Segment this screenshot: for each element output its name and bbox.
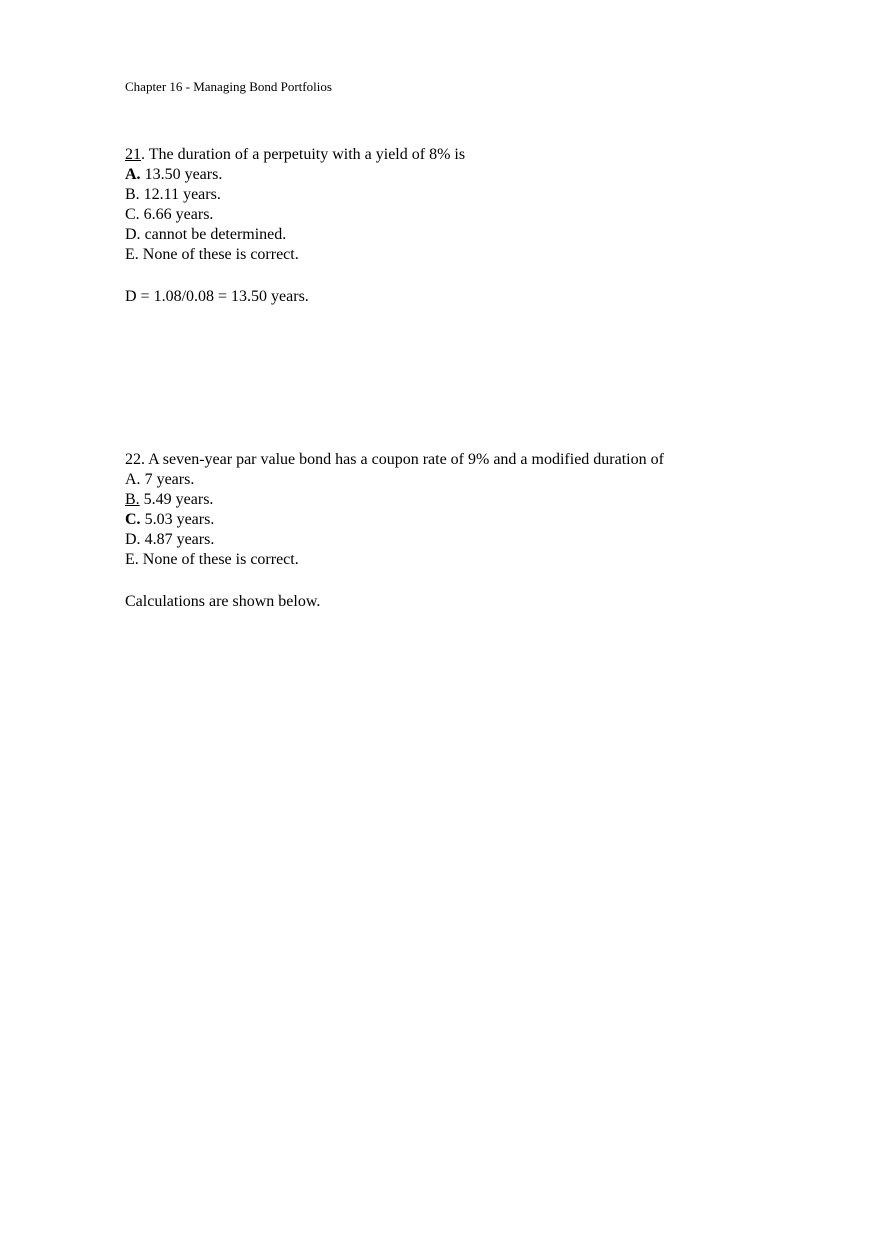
option-letter: C.: [125, 206, 140, 223]
option-letter: E.: [125, 246, 139, 263]
option-letter: A.: [125, 471, 141, 488]
question-number: 21: [125, 146, 141, 163]
option-text: 7 years.: [140, 471, 195, 488]
option-text: 12.11 years.: [139, 186, 221, 203]
question-stem: [125, 145, 465, 165]
question-number: 22: [125, 451, 141, 468]
option-letter: D.: [125, 531, 141, 548]
page-header: Chapter 16 - Managing Bond Portfolios: [125, 79, 332, 94]
option-c: [125, 510, 664, 530]
option-text: 5.03 years.: [140, 511, 215, 528]
explanation: D = 1.08/0.08 = 13.50 years.: [125, 288, 309, 305]
spacer: [125, 265, 465, 287]
option-e: [125, 550, 664, 570]
option-e: [125, 245, 465, 265]
option-letter: B.: [125, 491, 140, 508]
option-text: 13.50 years.: [140, 166, 223, 183]
option-text: None of these is correct.: [138, 246, 299, 263]
question-text: . The duration of a perpetuity with a yield of 8% is: [141, 146, 466, 163]
option-d: [125, 530, 664, 550]
question-22: [125, 450, 664, 612]
option-letter: E.: [125, 551, 139, 568]
option-b: [125, 490, 664, 510]
option-letter: B.: [125, 186, 140, 203]
question-text: . A seven-year par value bond has a coupon rate of 9% and a modified duration of: [141, 451, 664, 468]
option-letter: C.: [125, 511, 141, 528]
option-b: [125, 185, 465, 205]
option-text: cannot be determined.: [140, 226, 287, 243]
option-text: 4.87 years.: [140, 531, 215, 548]
option-text: 5.49 years.: [139, 491, 214, 508]
spacer: [125, 570, 664, 592]
option-a: [125, 470, 664, 490]
question-21: [125, 145, 465, 307]
option-d: [125, 225, 465, 245]
option-a: [125, 165, 465, 185]
option-letter: A.: [125, 166, 141, 183]
option-letter: D.: [125, 226, 141, 243]
question-stem: [125, 450, 664, 470]
option-text: 6.66 years.: [139, 206, 214, 223]
option-text: None of these is correct.: [138, 551, 299, 568]
option-c: [125, 205, 465, 225]
explanation: Calculations are shown below.: [125, 593, 321, 610]
